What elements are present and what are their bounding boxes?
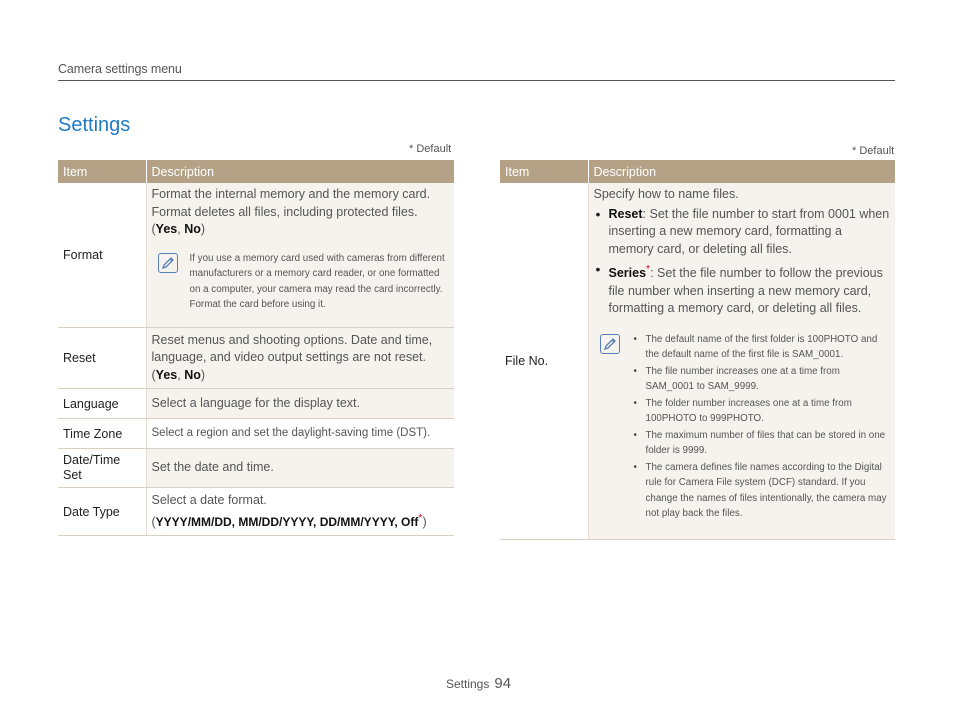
column-header-description: Description: [588, 160, 895, 183]
list-item: • The camera defines file names according to the Digital rule for Camera File system (DCF) standard. If you change the names of files intentionally, the camera may not play back the files.: [632, 460, 891, 522]
page-footer: [446, 675, 511, 693]
date-type-description-text: Select a date format.: [151, 493, 267, 507]
list-item: [594, 261, 891, 318]
settings-table-right: [500, 160, 895, 540]
reset-option-no: No: [184, 367, 201, 382]
date-type-options: YYYY/MM/DD, MM/DD/YYYY, DD/MM/YYYY, Off: [155, 514, 419, 529]
table-row-date-time-set: [58, 449, 454, 488]
description-date-time-set: Set the date and time.: [146, 449, 454, 488]
format-note-text: If you use a memory card used with cameras from different manufacturers or a memory card reader, or one formatted on a computer, your camera may read the card incorrectly. Format the card before using it.: [189, 252, 445, 310]
description-language: Select a language for the display text.: [146, 389, 454, 419]
item-date-type: Date Type: [58, 488, 146, 536]
item-reset: Reset: [58, 327, 146, 389]
default-asterisk: *: [418, 512, 423, 524]
default-legend-right: * Default: [852, 145, 895, 157]
date-type-paren-close: ): [422, 514, 427, 529]
table-row-reset: [58, 327, 454, 389]
settings-table-left: [58, 160, 454, 536]
option-series-label: Series: [608, 266, 647, 281]
format-option-no: No: [184, 222, 201, 236]
reset-option-yes: Yes: [155, 367, 178, 382]
option-series-text: : Set the file number to follow the previous file number when inserting a new memory card, formatting a memory card, or deleting all files.: [608, 266, 883, 316]
table-header-row: [500, 160, 895, 183]
table-header-row: [58, 160, 454, 183]
file-no-intro: Specify how to name files.: [593, 187, 739, 201]
page-title: Settings: [58, 114, 131, 136]
page-number: 94: [494, 675, 512, 692]
item-time-zone: Time Zone: [58, 419, 146, 449]
format-description-text: Format the internal memory and the memory card. Format deletes all files, including protected files.: [151, 187, 431, 219]
table-row-time-zone: [58, 419, 454, 449]
header-divider: [58, 80, 895, 81]
reset-description-text: Reset menus and shooting options. Date and time, language, and video output settings are not reset.: [151, 332, 433, 364]
column-header-item: Item: [500, 160, 588, 183]
column-header-description: Description: [146, 160, 454, 183]
description-time-zone: Select a region and set the daylight-saving time (DST).: [146, 419, 454, 449]
footer-section-label: Settings: [446, 677, 490, 691]
description-reset: [146, 327, 454, 389]
table-row-file-no: [500, 183, 895, 539]
description-file-no: [588, 183, 895, 539]
list-item: [594, 206, 891, 259]
file-no-options: [594, 206, 891, 318]
breadcrumb: Camera settings menu: [58, 62, 182, 76]
reset-option-separator: ,: [177, 367, 185, 382]
list-item: • The folder number increases one at a time from 100PHOTO to 999PHOTO.: [632, 396, 891, 427]
column-header-item: Item: [58, 160, 146, 183]
format-note: [152, 251, 450, 313]
pencil-note-icon: [158, 253, 178, 273]
list-item: • The maximum number of files that can be stored in one folder is 9999.: [632, 428, 891, 459]
format-paren-close: ): [200, 222, 206, 236]
list-item: • The file number increases one at a time from SAM_0001 to SAM_9999.: [632, 364, 891, 395]
description-date-type: [146, 488, 454, 536]
item-date-time-set: Date/Time Set: [58, 449, 146, 488]
option-reset-label: Reset: [608, 206, 643, 221]
date-type-paren-open: (: [151, 514, 156, 529]
item-file-no: File No.: [500, 183, 588, 539]
file-no-note-list: [632, 332, 891, 523]
format-paren-open: (: [151, 222, 156, 236]
item-language: Language: [58, 389, 146, 419]
option-reset-text: : Set the file number to start from 0001 when inserting a new memory card, formatting a memory card, or deleting all files.: [608, 206, 890, 256]
reset-paren-close: ): [200, 367, 206, 382]
format-option-separator: ,: [177, 222, 185, 236]
table-row-date-type: [58, 488, 454, 536]
default-asterisk: *: [646, 264, 651, 275]
file-no-note: [594, 332, 891, 523]
reset-paren-open: (: [151, 367, 156, 382]
list-item: • The default name of the first folder is 100PHOTO and the default name of the first file is SAM_0001.: [632, 332, 891, 363]
format-option-yes: Yes: [155, 222, 178, 236]
default-legend-left: * Default: [409, 143, 452, 155]
table-row-language: [58, 389, 454, 419]
item-format: Format: [58, 183, 146, 327]
pencil-note-icon: [600, 334, 620, 354]
table-row-format: [58, 183, 454, 327]
description-format: [146, 183, 454, 327]
